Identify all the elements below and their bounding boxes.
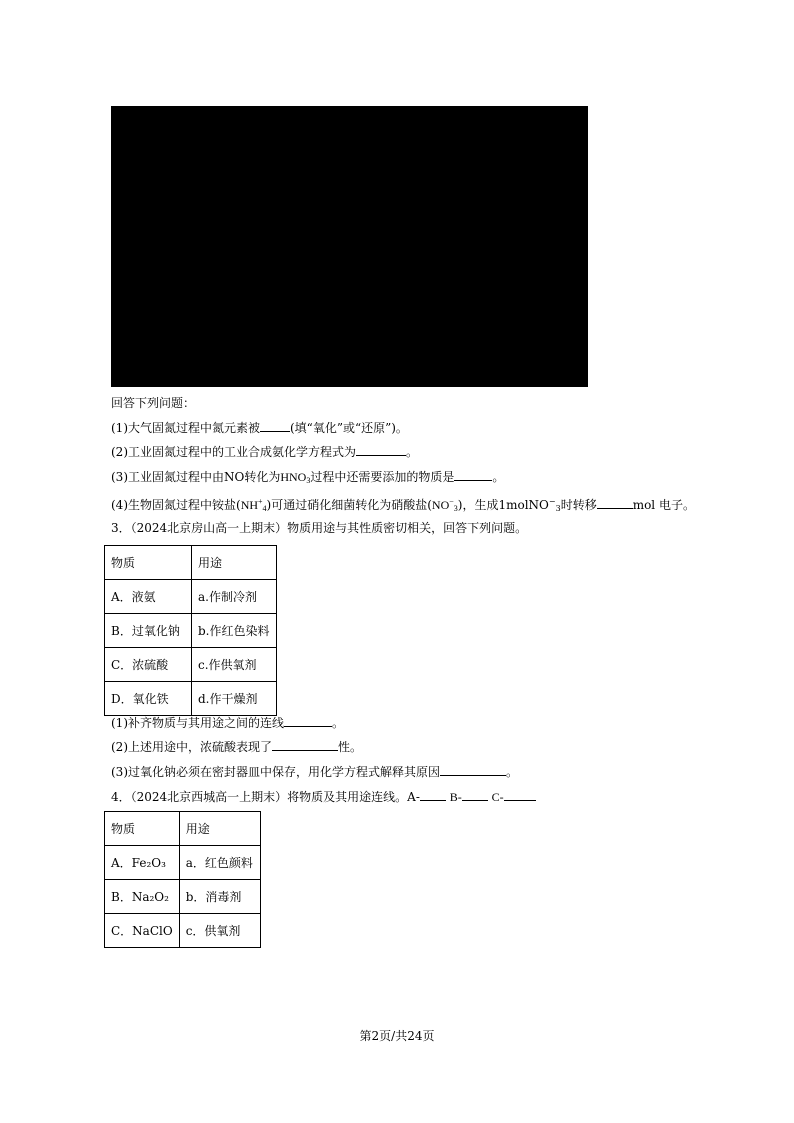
hno3-formula: $HNO_3$ bbox=[280, 470, 311, 485]
q2-part4-blank[interactable] bbox=[597, 496, 633, 509]
table-cell: b．消毒剂 bbox=[179, 880, 260, 914]
table-cell: C．NaClO bbox=[105, 914, 180, 948]
table-cell: A．液氨 bbox=[105, 580, 192, 614]
q2-part2-blank[interactable] bbox=[356, 443, 406, 456]
q4-blank-a[interactable] bbox=[420, 788, 446, 801]
q2-part3-text-c: 。 bbox=[492, 470, 505, 484]
q2-part1-text-a: (1)大气固氮过程中氮元素被 bbox=[111, 421, 260, 435]
q3-part3-text-a: (3)过氧化钠必须在密封器皿中保存，用化学方程式解释其原因 bbox=[111, 765, 441, 779]
q2-part3-text-b: 过程中还需要添加的物质是 bbox=[310, 470, 455, 484]
table-cell: c.作供氧剂 bbox=[192, 648, 277, 682]
q2-part4-text-a: (4)生物固氮过程中铵盐( bbox=[111, 498, 241, 512]
q4-title-text: 4．（2024北京西城高一上期末）将物质及其用途连线。A- bbox=[111, 790, 420, 804]
q4-label-b: B- bbox=[449, 790, 462, 804]
table-row bbox=[105, 880, 261, 914]
q2-part2-text-a: (2)工业固氮过程中的工业合成氨化学方程式为 bbox=[111, 445, 356, 459]
table-cell: B．Na₂O₂ bbox=[105, 880, 180, 914]
table-cell: C．浓硫酸 bbox=[105, 648, 192, 682]
q3-part3 bbox=[111, 763, 518, 780]
table-row bbox=[105, 682, 277, 716]
q2-part2 bbox=[111, 443, 418, 460]
q2-part1-text-b: (填“氧化”或“还原”)。 bbox=[290, 421, 408, 435]
q3-part2-text-a: (2)上述用途中，浓硫酸表现了 bbox=[111, 740, 272, 754]
q2-part2-text-b: 。 bbox=[406, 445, 419, 459]
q2-intro: 回答下列问题： bbox=[111, 396, 196, 410]
table-header-cell: 用途 bbox=[179, 812, 260, 846]
table-cell: b.作红色染料 bbox=[192, 614, 277, 648]
table-header-cell: 用途 bbox=[192, 546, 277, 580]
table-cell: d.作干燥剂 bbox=[192, 682, 277, 716]
q2-part4-text-d: 时转移 bbox=[560, 498, 597, 512]
q3-part3-text-b: 。 bbox=[506, 765, 519, 779]
q3-part2-text-b: 性。 bbox=[338, 740, 363, 754]
table-cell: c．供氧剂 bbox=[179, 914, 260, 948]
table-row bbox=[105, 614, 277, 648]
table-header-cell: 物质 bbox=[105, 812, 180, 846]
table-cell: A．Fe₂O₃ bbox=[105, 846, 180, 880]
q2-part3 bbox=[111, 468, 504, 489]
q3-part1-text-a: (1)补齐物质与其用途之间的连线 bbox=[111, 716, 284, 730]
q3-part1 bbox=[111, 714, 344, 731]
table-cell: a.作制冷剂 bbox=[192, 580, 277, 614]
page-footer: 第2页/共24页 bbox=[359, 1029, 435, 1043]
q3-title: 3．（2024北京房山高一上期末）物质用途与其性质密切相关，回答下列问题。 bbox=[111, 521, 528, 535]
table-cell: B．过氧化钠 bbox=[105, 614, 192, 648]
q2-part1 bbox=[111, 419, 408, 436]
q3-part3-blank[interactable] bbox=[440, 763, 506, 776]
q2-part4-text-e: mol 电子。 bbox=[632, 498, 695, 512]
nitrate-formula: $NO^-_3$ bbox=[431, 497, 458, 513]
table-header-cell: 物质 bbox=[105, 546, 192, 580]
q3-part1-blank[interactable] bbox=[284, 714, 332, 727]
table-row bbox=[105, 648, 277, 682]
table-row bbox=[105, 580, 277, 614]
q2-part1-blank[interactable] bbox=[260, 419, 290, 432]
table-cell: a．红色颜料 bbox=[179, 846, 260, 880]
table-row bbox=[105, 846, 261, 880]
table-row bbox=[105, 914, 261, 948]
q3-part1-text-b: 。 bbox=[332, 716, 345, 730]
table-header-row bbox=[105, 812, 261, 846]
q3-part2 bbox=[111, 738, 362, 755]
q4-blank-c[interactable] bbox=[504, 788, 536, 801]
q4-table bbox=[104, 811, 261, 948]
q2-part4-text-b: )可通过硝化细菌转化为硝酸盐( bbox=[266, 498, 432, 512]
q2-part3-blank[interactable] bbox=[454, 468, 492, 481]
ammonium-formula: $NH^+_4$ bbox=[240, 497, 267, 513]
nitrogen-cycle-figure-redacted bbox=[111, 106, 588, 387]
q2-part3-text-a: (3)工业固氮过程中由NO转化为 bbox=[111, 470, 281, 484]
table-header-row bbox=[105, 546, 277, 580]
q2-part4-text-c: )，生成1molNO bbox=[457, 498, 549, 512]
q4-blank-b[interactable] bbox=[462, 788, 488, 801]
q3-part2-blank[interactable] bbox=[272, 738, 338, 751]
q3-table bbox=[104, 545, 277, 716]
q2-part4: (4)生物固氮过程中铵盐$(NH^+_4)$可通过硝化细菌转化为硝酸盐$(NO^-_3)$，生成1molNO−$_3$时转移 mol 电子。 bbox=[111, 497, 695, 513]
q4-label-c: C- bbox=[491, 790, 504, 804]
table-cell: D．氧化铁 bbox=[105, 682, 192, 716]
q4-title bbox=[111, 788, 536, 805]
